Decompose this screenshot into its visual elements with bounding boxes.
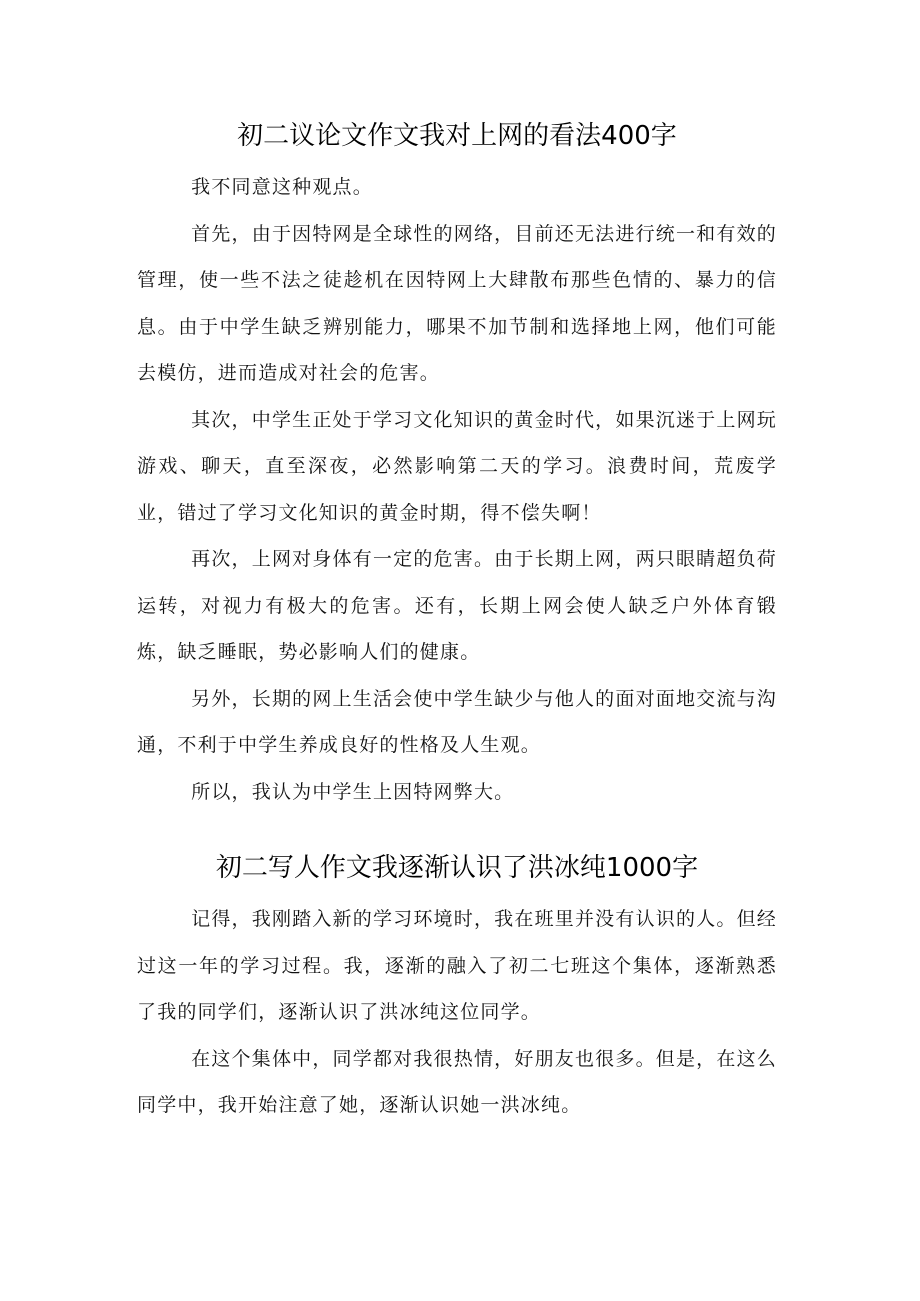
paragraph: 另外，长期的网上生活会使中学生缺少与他人的面对面地交流与沟通，不利于中学生养成良好的性格及人生观。 — [137, 687, 777, 756]
paragraph: 记得，我刚踏入新的学习环境时，我在班里并没有认识的人。但经过这一年的学习过程。我，逐渐的融入了初二七班这个集体，逐渐熟悉了我的同学们，逐渐认识了洪冰纯这位同学。 — [137, 908, 777, 1023]
paragraph: 在这个集体中，同学都对我很热情，好朋友也很多。但是，在这么同学中，我开始注意了她，逐渐认识她一洪冰纯。 — [137, 1047, 777, 1116]
paragraph: 再次，上网对身体有一定的危害。由于长期上网，两只眼睛超负荷运转，对视力有极大的危害。还有，长期上网会使人缺乏户外体育锻炼，缺乏睡眠，势必影响人们的健康。 — [137, 548, 777, 663]
article-title: 初二写人作文我逐渐认识了洪冰纯1000字 — [215, 853, 699, 883]
paragraph: 其次，中学生正处于学习文化知识的黄金时代，如果沉迷于上网玩游戏、聊天，直至深夜，必然影响第二天的学习。浪费时间，荒废学业，错过了学习文化知识的黄金时期，得不偿失啊！ — [137, 408, 777, 524]
paragraph: 我不同意这种观点。 — [191, 176, 373, 198]
article-internet-opinion — [137, 121, 777, 815]
paragraph: 首先，由于因特网是全球性的网络，目前还无法进行统一和有效的管理，使一些不法之徒趁机在因特网上大肆散布那些色情的、暴力的信息。由于中学生缺乏辨别能力，哪果不加节制和选择地上网，他们可能去模仿，进而造成对社会的危害。 — [137, 222, 777, 384]
paragraph: 所以，我认为中学生上因特网弊大。 — [191, 780, 515, 803]
article-title: 初二议论文作文我对上网的看法400字 — [237, 121, 677, 151]
article-classmate-portrait — [137, 853, 777, 1129]
